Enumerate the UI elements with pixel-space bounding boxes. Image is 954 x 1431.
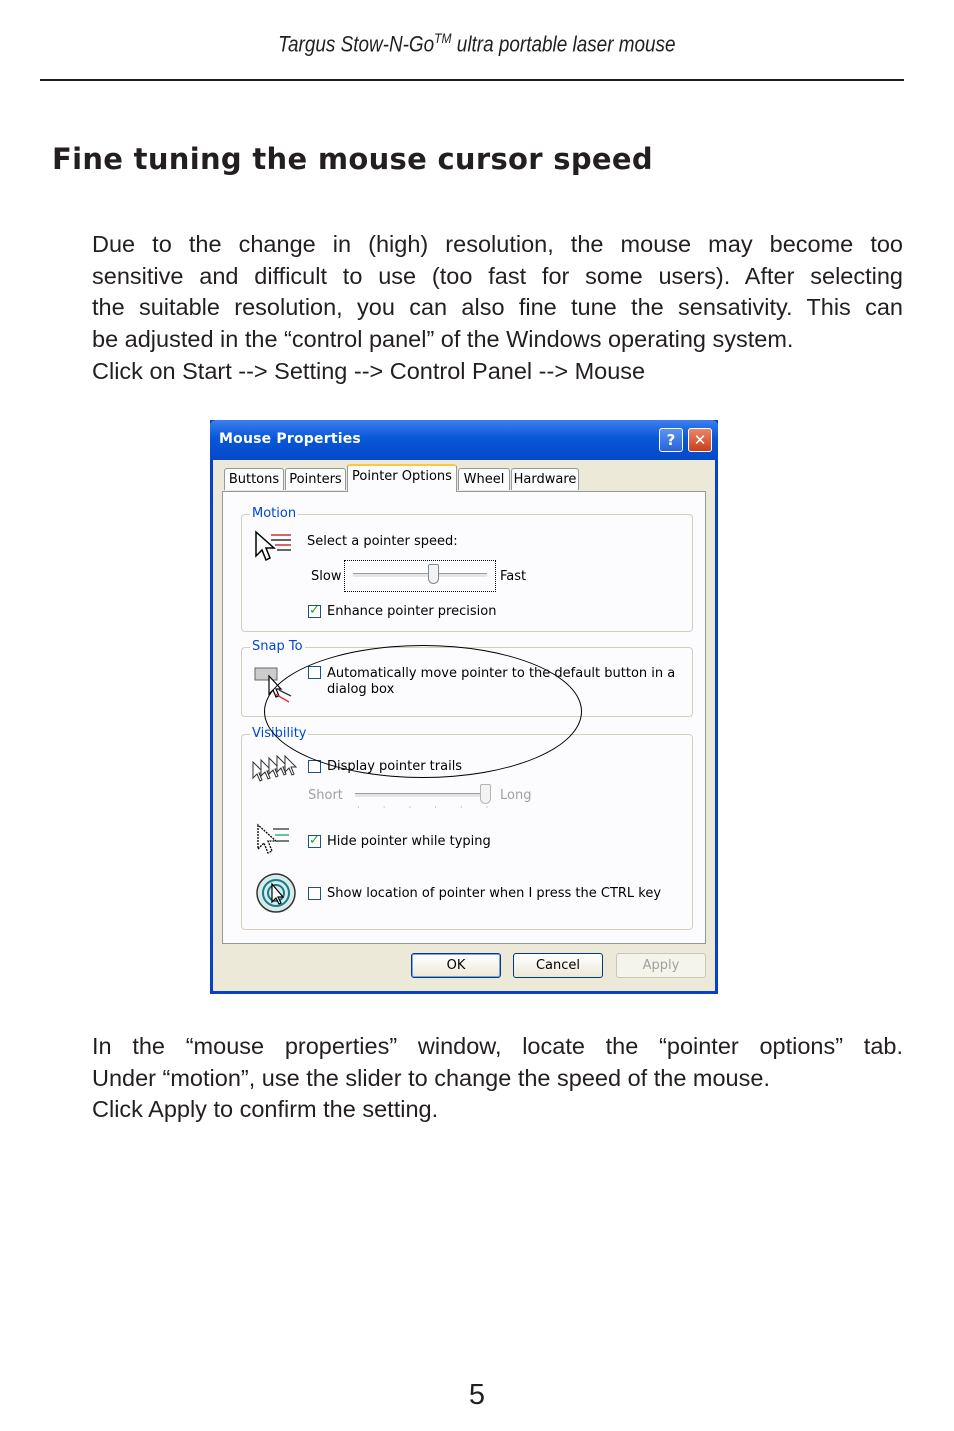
- snap-to-group-label: Snap To: [252, 639, 303, 654]
- outro-line: Click Apply to confirm the setting.: [92, 1096, 439, 1123]
- pointer-speed-icon: [253, 530, 293, 566]
- cancel-button[interactable]: Cancel: [513, 953, 603, 978]
- short-label: Short: [308, 788, 343, 803]
- help-button[interactable]: ?: [659, 428, 683, 452]
- motion-group-label: Motion: [252, 506, 297, 521]
- dialog-title: Mouse Properties: [219, 431, 361, 447]
- mouse-properties-dialog: [210, 420, 718, 994]
- tab-buttons[interactable]: Buttons: [224, 468, 284, 490]
- intro-line: sensitive and difficult to use (too fast for some users). After selecting: [92, 262, 903, 289]
- ok-button[interactable]: OK: [411, 953, 501, 978]
- dialog-titlebar[interactable]: [210, 420, 718, 460]
- speed-slider-thumb[interactable]: [428, 564, 439, 584]
- speed-slider-track[interactable]: [353, 573, 487, 578]
- hide-pointer-icon: [255, 823, 291, 859]
- header-rule: [40, 79, 904, 81]
- pointer-trails-label[interactable]: Display pointer trails: [327, 759, 463, 774]
- trails-slider-ticks: · · · · · ·: [357, 803, 499, 813]
- intro-line: Click on Start --> Setting --> Control Panel --> Mouse: [92, 357, 646, 384]
- trails-slider-track[interactable]: [355, 793, 485, 798]
- running-header: [67, 30, 887, 57]
- tab-hardware[interactable]: Hardware: [511, 468, 579, 490]
- header-title-tail: ultra portable laser mouse: [451, 31, 676, 57]
- apply-button[interactable]: Apply: [616, 953, 706, 978]
- close-button[interactable]: ✕: [688, 428, 712, 452]
- trails-slider-thumb[interactable]: [480, 784, 491, 804]
- intro-line: Due to the change in (high) resolution, the mouse may become too: [92, 231, 903, 257]
- hide-pointer-checkbox[interactable]: [308, 835, 321, 848]
- slow-label: Slow: [311, 569, 342, 584]
- tab-pointer-options[interactable]: Pointer Options: [347, 464, 457, 492]
- outro-line: In the “mouse properties” window, locate the “pointer options” tab.: [92, 1033, 903, 1059]
- hide-pointer-label[interactable]: Hide pointer while typing: [327, 834, 491, 849]
- page-number: 5: [468, 1379, 486, 1411]
- pointer-speed-prompt: Select a pointer speed:: [307, 534, 458, 549]
- enhance-precision-checkbox[interactable]: [308, 605, 321, 618]
- snap-to-label-line2[interactable]: dialog box: [327, 682, 395, 697]
- section-heading: Fine tuning the mouse cursor speed: [52, 142, 653, 176]
- pointer-trails-checkbox[interactable]: [308, 760, 321, 773]
- header-title-main: Targus Stow-N-Go: [278, 31, 435, 57]
- long-label: Long: [500, 788, 532, 803]
- pointer-options-page: [222, 491, 706, 944]
- intro-line: be adjusted in the “control panel” of the Windows operating system.: [92, 326, 794, 353]
- pointer-trails-icon: [251, 754, 297, 786]
- tab-wheel[interactable]: Wheel: [458, 468, 510, 490]
- tab-pointers[interactable]: Pointers: [285, 468, 346, 490]
- outro-line: Under “motion”, use the slider to change the speed of the mouse.: [92, 1064, 770, 1091]
- dialog-client-area: [213, 460, 715, 991]
- show-location-label[interactable]: Show location of pointer when I press the CTRL key: [327, 886, 662, 901]
- pointer-location-icon: [255, 872, 297, 914]
- fast-label: Fast: [500, 569, 527, 584]
- snap-to-label-line1[interactable]: Automatically move pointer to the default button in a: [327, 666, 676, 681]
- snap-to-icon: [253, 664, 293, 704]
- snap-to-checkbox[interactable]: [308, 666, 321, 679]
- outro-paragraph: [92, 1031, 903, 1126]
- show-location-checkbox[interactable]: [308, 887, 321, 900]
- intro-line: the suitable resolution, you can also fine tune the sensativity. This can: [92, 294, 903, 321]
- enhance-precision-label[interactable]: Enhance pointer precision: [327, 604, 497, 619]
- snap-to-group: [241, 639, 693, 717]
- intro-paragraph: [92, 229, 903, 388]
- trademark-mark: TM: [434, 30, 452, 46]
- visibility-group-label: Visibility: [252, 726, 307, 741]
